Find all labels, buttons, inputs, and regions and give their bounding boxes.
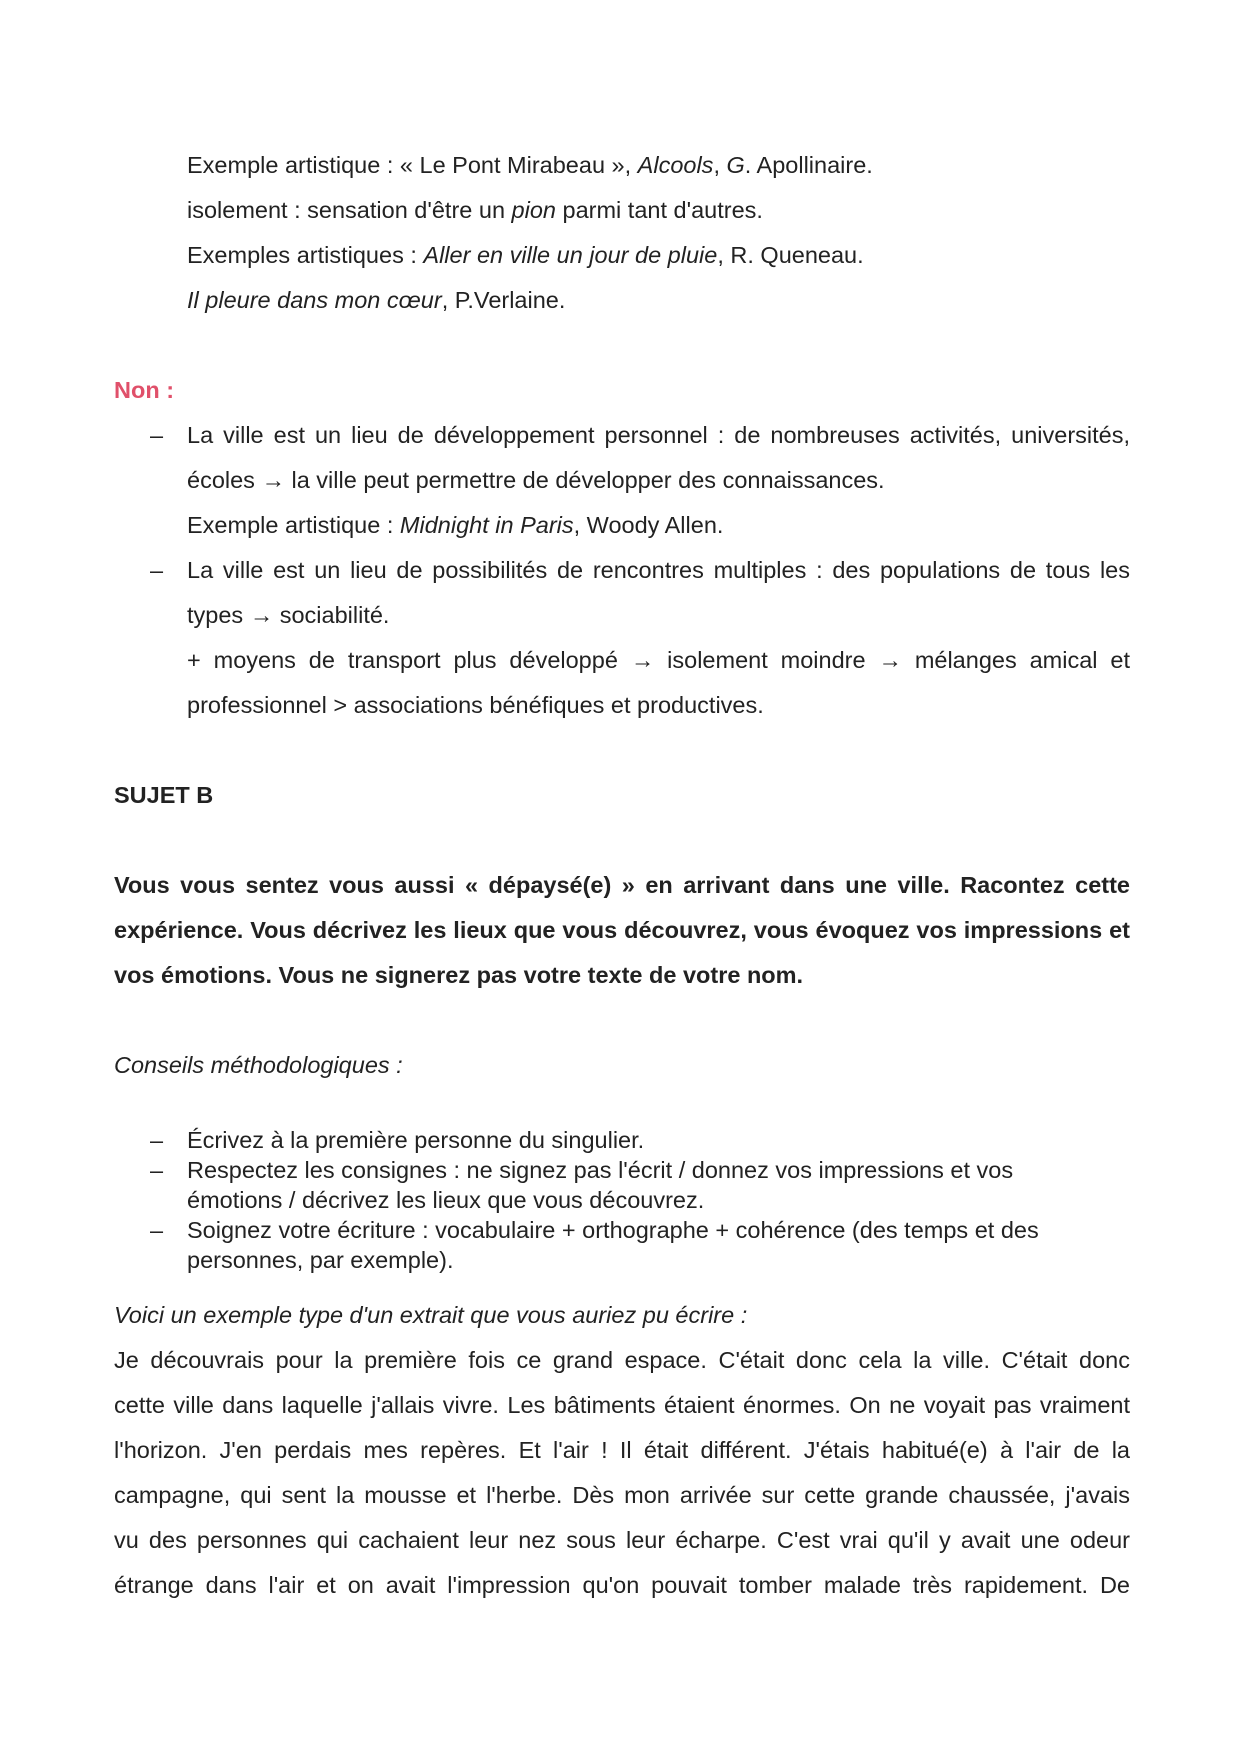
extrait-line5: vu des personnes qui cachaient leur nez sous leur écharpe. C'est vrai qu'il y avait une odeur: [114, 1527, 1130, 1553]
example-line-isolement: [187, 195, 763, 225]
list-bullet-dash: –: [150, 1157, 164, 1183]
non-item2-line2: types → sociabilité.: [187, 602, 390, 628]
sujet-prompt-line3: vos émotions. Vous ne signerez pas votre texte de votre nom.: [114, 962, 804, 988]
list-bullet-dash: –: [150, 1127, 164, 1153]
sujet-prompt-line2: expérience. Vous décrivez les lieux que vous découvrez, vous évoquez vos impressions et: [114, 917, 1130, 943]
conseils-item3-line1: Soignez votre écriture : vocabulaire + orthographe + cohérence (des temps et des: [187, 1217, 1039, 1243]
text: , Woody Allen.: [573, 512, 724, 538]
non-item2-line3: + moyens de transport plus développé → isolement moindre → mélanges amical et: [187, 647, 1130, 673]
text-italic: Aller en ville un jour de pluie: [423, 242, 718, 268]
text-italic: Midnight in Paris: [399, 512, 574, 538]
example-line-apollinaire: [187, 150, 873, 180]
conseils-item2-line1: Respectez les consignes : ne signez pas l'écrit / donnez vos impressions et vos: [187, 1157, 1014, 1183]
text: parmi tant d'autres.: [555, 197, 763, 223]
text-italic: pion: [511, 197, 556, 223]
text-italic: Alcools: [637, 152, 714, 178]
list-bullet-dash: –: [150, 422, 164, 448]
text: , P.Verlaine.: [441, 287, 566, 313]
extrait-line2: cette ville dans laquelle j'allais vivre. Les bâtiments étaient énormes. On ne voyait pas vraiment: [114, 1392, 1130, 1418]
conseils-heading: Conseils méthodologiques :: [114, 1052, 403, 1078]
non-heading: Non :: [114, 377, 175, 403]
extrait-line3: l'horizon. J'en perdais mes repères. Et l'air ! Il était différent. J'étais habitué(e) à l'air de la: [114, 1437, 1130, 1463]
list-bullet-dash: –: [150, 1217, 164, 1243]
conseils-item2-line2: émotions / décrivez les lieux que vous découvrez.: [187, 1187, 705, 1213]
conseils-item3-line2: personnes, par exemple).: [187, 1247, 454, 1273]
sujet-prompt-line1: Vous vous sentez vous aussi « dépaysé(e) » en arrivant dans une ville. Racontez cette: [114, 872, 1130, 898]
example-line-verlaine: [187, 285, 565, 315]
extrait-line1: Je découvrais pour la première fois ce grand espace. C'était donc cela la ville. C'était donc: [114, 1347, 1130, 1373]
example-line-queneau: [187, 240, 864, 270]
text: , R. Queneau.: [717, 242, 864, 268]
non-item2-line1: La ville est un lieu de possibilités de rencontres multiples : des populations de tous les: [187, 557, 1130, 583]
text: Exemple artistique :: [187, 512, 400, 538]
text: Exemple artistique : « Le Pont Mirabeau »,: [187, 152, 638, 178]
text: Exemples artistiques :: [187, 242, 424, 268]
list-bullet-dash: –: [150, 557, 164, 583]
text: . Apollinaire.: [744, 152, 873, 178]
conseils-item1: Écrivez à la première personne du singulier.: [187, 1127, 645, 1153]
extrait-line4: campagne, qui sent la mousse et l'herbe. Dès mon arrivée sur cette grande chaussée, j'avais: [114, 1482, 1130, 1508]
sujet-title: SUJET B: [114, 782, 214, 808]
non-item1-line1: La ville est un lieu de développement personnel : de nombreuses activités, universités,: [187, 422, 1130, 448]
extrait-line6: étrange dans l'air et on avait l'impression qu'on pouvait tomber malade très rapidement. De: [114, 1572, 1130, 1598]
non-item1-line2: écoles → la ville peut permettre de développer des connaissances.: [187, 467, 885, 493]
non-item1-example: [187, 510, 723, 540]
non-item2-line4: professionnel > associations bénéfiques et productives.: [187, 692, 764, 718]
extrait-intro: Voici un exemple type d'un extrait que vous auriez pu écrire :: [114, 1302, 748, 1328]
text: isolement : sensation d'être un: [187, 197, 512, 223]
text: ,: [713, 152, 727, 178]
text-italic: Il pleure dans mon cœur: [187, 287, 442, 313]
text-italic: G: [726, 152, 745, 178]
